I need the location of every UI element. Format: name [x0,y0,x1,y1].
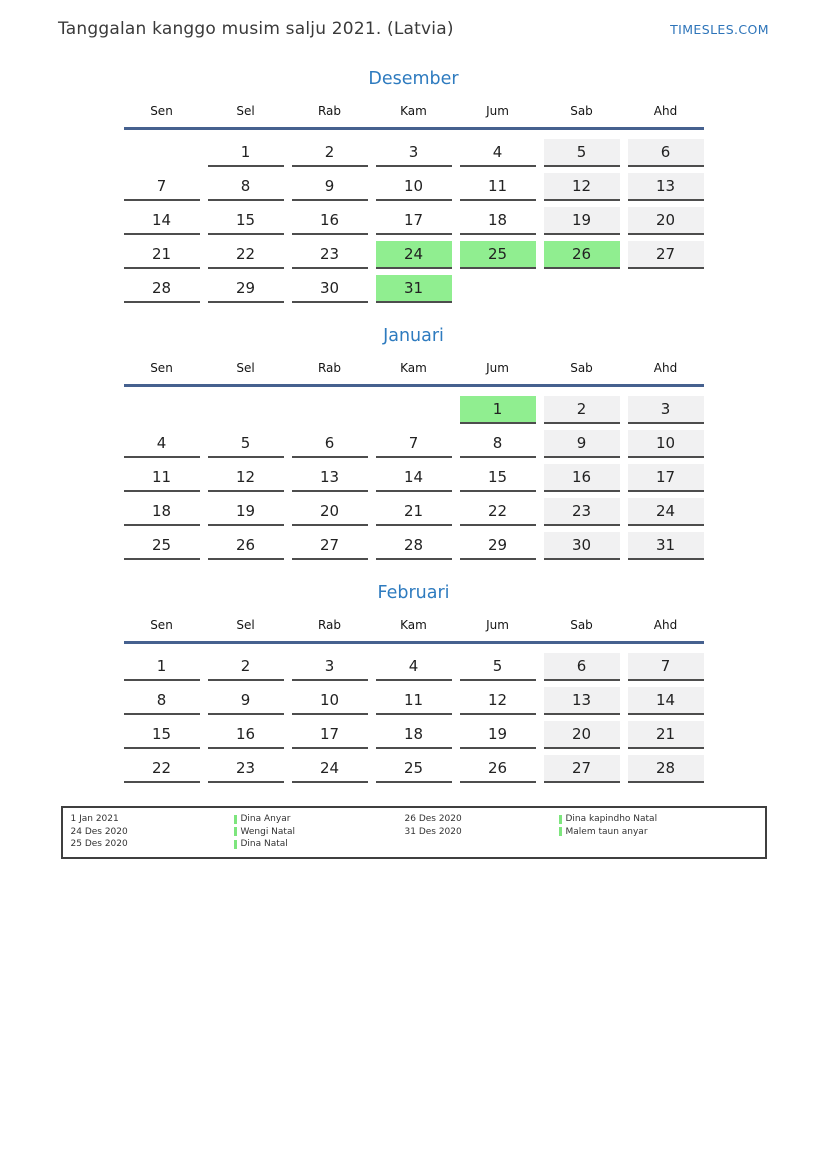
empty-cell [124,396,200,422]
day-cell: 16 [544,464,620,492]
day-cell: 23 [544,498,620,526]
day-cell: 7 [124,173,200,201]
weekday-label: Rab [317,361,342,375]
day-cell: 6 [628,139,704,167]
day-cell: 22 [460,498,536,526]
weekday-label: Ahd [653,618,678,632]
day-cell: 3 [628,396,704,424]
day-cell: 14 [628,687,704,715]
week-row [124,275,704,303]
day-cell: 4 [460,139,536,167]
day-cell: 9 [208,687,284,715]
month-title: Desember [368,69,459,89]
day-cell: 24 [628,498,704,526]
day-cell: 10 [628,430,704,458]
day-cell: 28 [628,755,704,783]
week-row [124,498,704,526]
day-cell: 22 [124,755,200,783]
day-cell: 25 [376,755,452,783]
day-cell: 5 [208,430,284,458]
months [124,69,704,783]
day-cell: 13 [628,173,704,201]
day-cell: 21 [628,721,704,749]
header-rule [124,384,704,387]
site-link[interactable]: TIMESLES.COM [670,22,769,37]
weekday-label: Jum [486,361,509,375]
legend-box [61,806,767,859]
week-row [124,653,704,681]
weekday-label: Rab [317,618,342,632]
day-cell: 19 [544,207,620,235]
legend-label-text: Dina Anyar [240,814,291,824]
day-cell: 1 [124,653,200,681]
week-row [124,721,704,749]
legend-label [234,826,405,839]
day-cell: 13 [292,464,368,492]
holiday-marker-icon [234,815,237,824]
day-cell: 7 [628,653,704,681]
weekday-label: Ahd [653,104,678,118]
day-cell: 9 [292,173,368,201]
day-cell: 17 [376,207,452,235]
week-row [124,396,704,424]
legend-date: 24 Des 2020 [70,826,128,837]
day-cell: 29 [460,532,536,560]
empty-cell [292,396,368,422]
day-cell: 31 [628,532,704,560]
day-cell: 4 [124,430,200,458]
day-cell: 17 [628,464,704,492]
legend-date: 1 Jan 2021 [70,814,119,824]
week-row [124,173,704,201]
empty-cell [628,275,704,301]
day-cell: 18 [376,721,452,749]
day-cell: 8 [208,173,284,201]
day-cell: 30 [292,275,368,303]
weekday-label: Sel [236,618,255,632]
holiday-marker-icon [234,827,237,836]
day-cell: 11 [124,464,200,492]
day-cell: 30 [544,532,620,560]
legend-date: 31 Des 2020 [404,826,462,837]
day-cell: 20 [292,498,368,526]
day-cell: 15 [460,464,536,492]
holiday-marker-icon [559,827,562,836]
day-cell: 29 [208,275,284,303]
holiday-marker-icon [559,815,562,824]
day-cell: 27 [292,532,368,560]
day-cell: 26 [460,755,536,783]
day-cell: 5 [544,139,620,167]
weekday-label: Sab [570,361,593,375]
day-cell: 18 [124,498,200,526]
month-section [124,326,704,560]
day-cell: 16 [292,207,368,235]
day-cell: 23 [292,241,368,269]
month-section [124,69,704,303]
weekday-label: Jum [486,618,509,632]
day-cell: 24 [376,241,452,269]
header-rule [124,127,704,130]
day-cell: 27 [544,755,620,783]
day-cell: 2 [292,139,368,167]
day-cell: 10 [376,173,452,201]
empty-cell [124,139,200,165]
day-cell: 1 [460,396,536,424]
day-cell: 6 [544,653,620,681]
day-cell: 26 [544,241,620,269]
day-cell: 20 [544,721,620,749]
week-row [124,241,704,269]
day-cell: 11 [376,687,452,715]
legend-label-text: Dina kapindho Natal [565,814,658,824]
legend-date: 26 Des 2020 [404,814,462,824]
week-row [124,532,704,560]
week-row [124,207,704,235]
day-cell: 28 [124,275,200,303]
day-cell: 25 [460,241,536,269]
weekday-label: Sab [570,104,593,118]
weekday-label: Kam [400,104,427,118]
day-cell: 18 [460,207,536,235]
weekday-header [124,360,704,384]
week-row [124,755,704,783]
day-cell: 2 [208,653,284,681]
weekday-label: Sen [150,618,173,632]
page-title: Tanggalan kanggo musim salju 2021. (Latvia) [58,19,454,39]
empty-cell [460,275,536,301]
legend-label [234,813,405,826]
day-cell: 27 [628,241,704,269]
weekday-label: Kam [400,618,427,632]
empty-cell [208,396,284,422]
day-cell: 12 [208,464,284,492]
day-cell: 6 [292,430,368,458]
week-row [124,464,704,492]
day-cell: 12 [460,687,536,715]
legend-label-text: Dina Natal [240,839,288,849]
day-cell: 20 [628,207,704,235]
day-cell: 4 [376,653,452,681]
month-section [124,583,704,783]
weekday-label: Sen [150,361,173,375]
day-cell: 16 [208,721,284,749]
header-rule [124,641,704,644]
day-cell: 19 [208,498,284,526]
weekday-header [124,617,704,641]
legend-label-text: Wengi Natal [240,826,295,837]
legend-label [559,813,658,826]
month-title: Januari [383,326,444,346]
legend-label [559,826,658,839]
day-cell: 24 [292,755,368,783]
week-row [124,430,704,458]
day-cell: 31 [376,275,452,303]
day-cell: 21 [376,498,452,526]
day-cell: 25 [124,532,200,560]
day-cell: 7 [376,430,452,458]
day-cell: 22 [208,241,284,269]
weekday-label: Sel [236,361,255,375]
legend-label [234,838,405,851]
weekday-label: Sab [570,618,593,632]
day-cell: 12 [544,173,620,201]
week-row [124,139,704,167]
legend-group [71,813,405,851]
empty-cell [376,396,452,422]
day-cell: 1 [208,139,284,167]
month-title: Februari [377,583,450,603]
day-cell: 14 [376,464,452,492]
weekday-label: Ahd [653,361,678,375]
day-cell: 10 [292,687,368,715]
day-cell: 5 [460,653,536,681]
day-cell: 15 [124,721,200,749]
day-cell: 15 [208,207,284,235]
holiday-marker-icon [234,840,237,849]
day-cell: 19 [460,721,536,749]
weekday-label: Jum [486,104,509,118]
day-cell: 17 [292,721,368,749]
day-cell: 8 [124,687,200,715]
legend-group [405,813,658,851]
day-cell: 23 [208,755,284,783]
weekday-label: Sel [236,104,255,118]
header [0,0,827,39]
weekday-label: Kam [400,361,427,375]
day-cell: 9 [544,430,620,458]
day-cell: 28 [376,532,452,560]
day-cell: 8 [460,430,536,458]
day-cell: 3 [376,139,452,167]
day-cell: 3 [292,653,368,681]
legend-date: 25 Des 2020 [70,839,128,849]
day-cell: 11 [460,173,536,201]
legend-label-text: Malem taun anyar [565,826,648,837]
week-row [124,687,704,715]
weekday-header [124,103,704,127]
weekday-label: Sen [150,104,173,118]
day-cell: 14 [124,207,200,235]
day-cell: 2 [544,396,620,424]
weekday-label: Rab [317,104,342,118]
empty-cell [544,275,620,301]
day-cell: 13 [544,687,620,715]
day-cell: 26 [208,532,284,560]
day-cell: 21 [124,241,200,269]
